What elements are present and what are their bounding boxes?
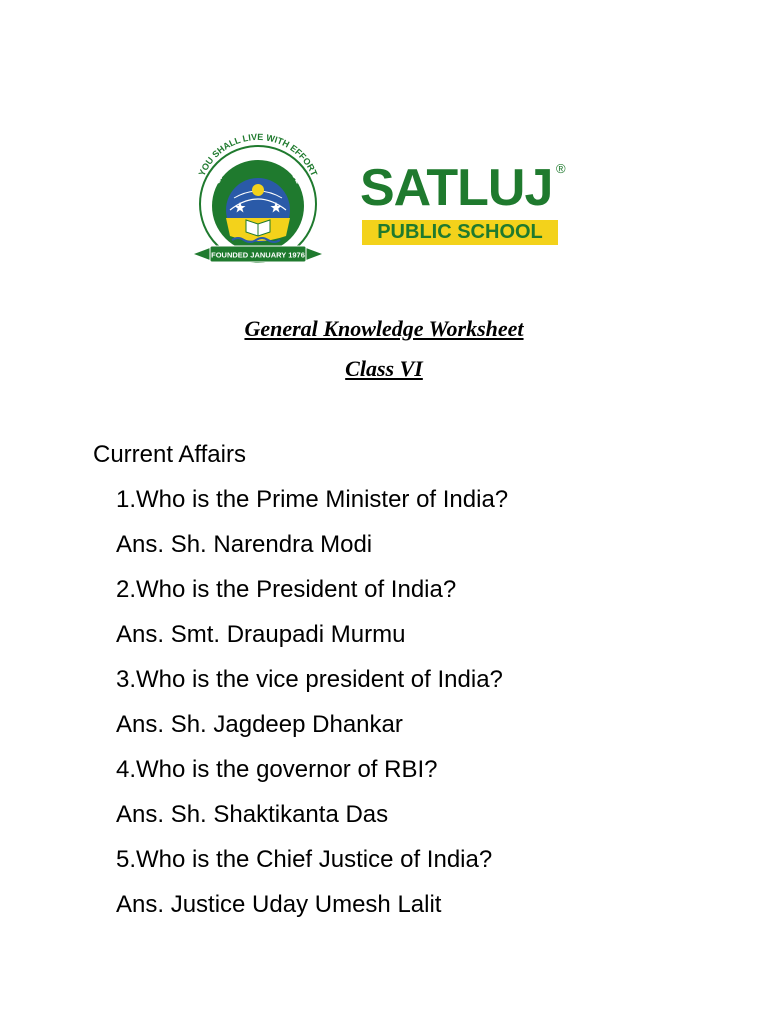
registered-mark: ®: [556, 161, 566, 176]
worksheet-title: General Knowledge Worksheet: [244, 316, 524, 341]
question-1: 1.Who is the Prime Minister of India?: [116, 486, 509, 513]
answer-3: Ans. Sh. Jagdeep Dhankar: [116, 711, 403, 738]
school-wordmark-logo: [360, 160, 574, 246]
question-3: 3.Who is the vice president of India?: [116, 666, 503, 693]
question-5: 5.Who is the Chief Justice of India?: [116, 846, 493, 873]
emblem-motto: YOU SHALL LIVE WITH EFFORT: [196, 131, 320, 178]
answer-4: Ans. Sh. Shaktikanta Das: [116, 801, 389, 828]
question-answer-list: [116, 486, 736, 936]
school-emblem-logo: [186, 128, 330, 280]
emblem-founded: FOUNDED JANUARY 1976: [211, 250, 305, 260]
class-label: Class VI: [345, 356, 423, 381]
answer-1: Ans. Sh. Narendra Modi: [116, 531, 373, 558]
answer-5: Ans. Justice Uday Umesh Lalit: [116, 891, 442, 918]
wordmark-title: SATLUJ: [360, 159, 553, 217]
question-2: 2.Who is the President of India?: [116, 576, 457, 603]
answer-2: Ans. Smt. Draupadi Murmu: [116, 621, 406, 648]
question-4: 4.Who is the governor of RBI?: [116, 756, 438, 783]
wordmark-subtitle: PUBLIC SCHOOL: [362, 220, 558, 245]
section-heading: Current Affairs: [93, 441, 246, 468]
emblem-school-name: SATLUJ PUBLIC SCHOOL: [212, 150, 304, 185]
